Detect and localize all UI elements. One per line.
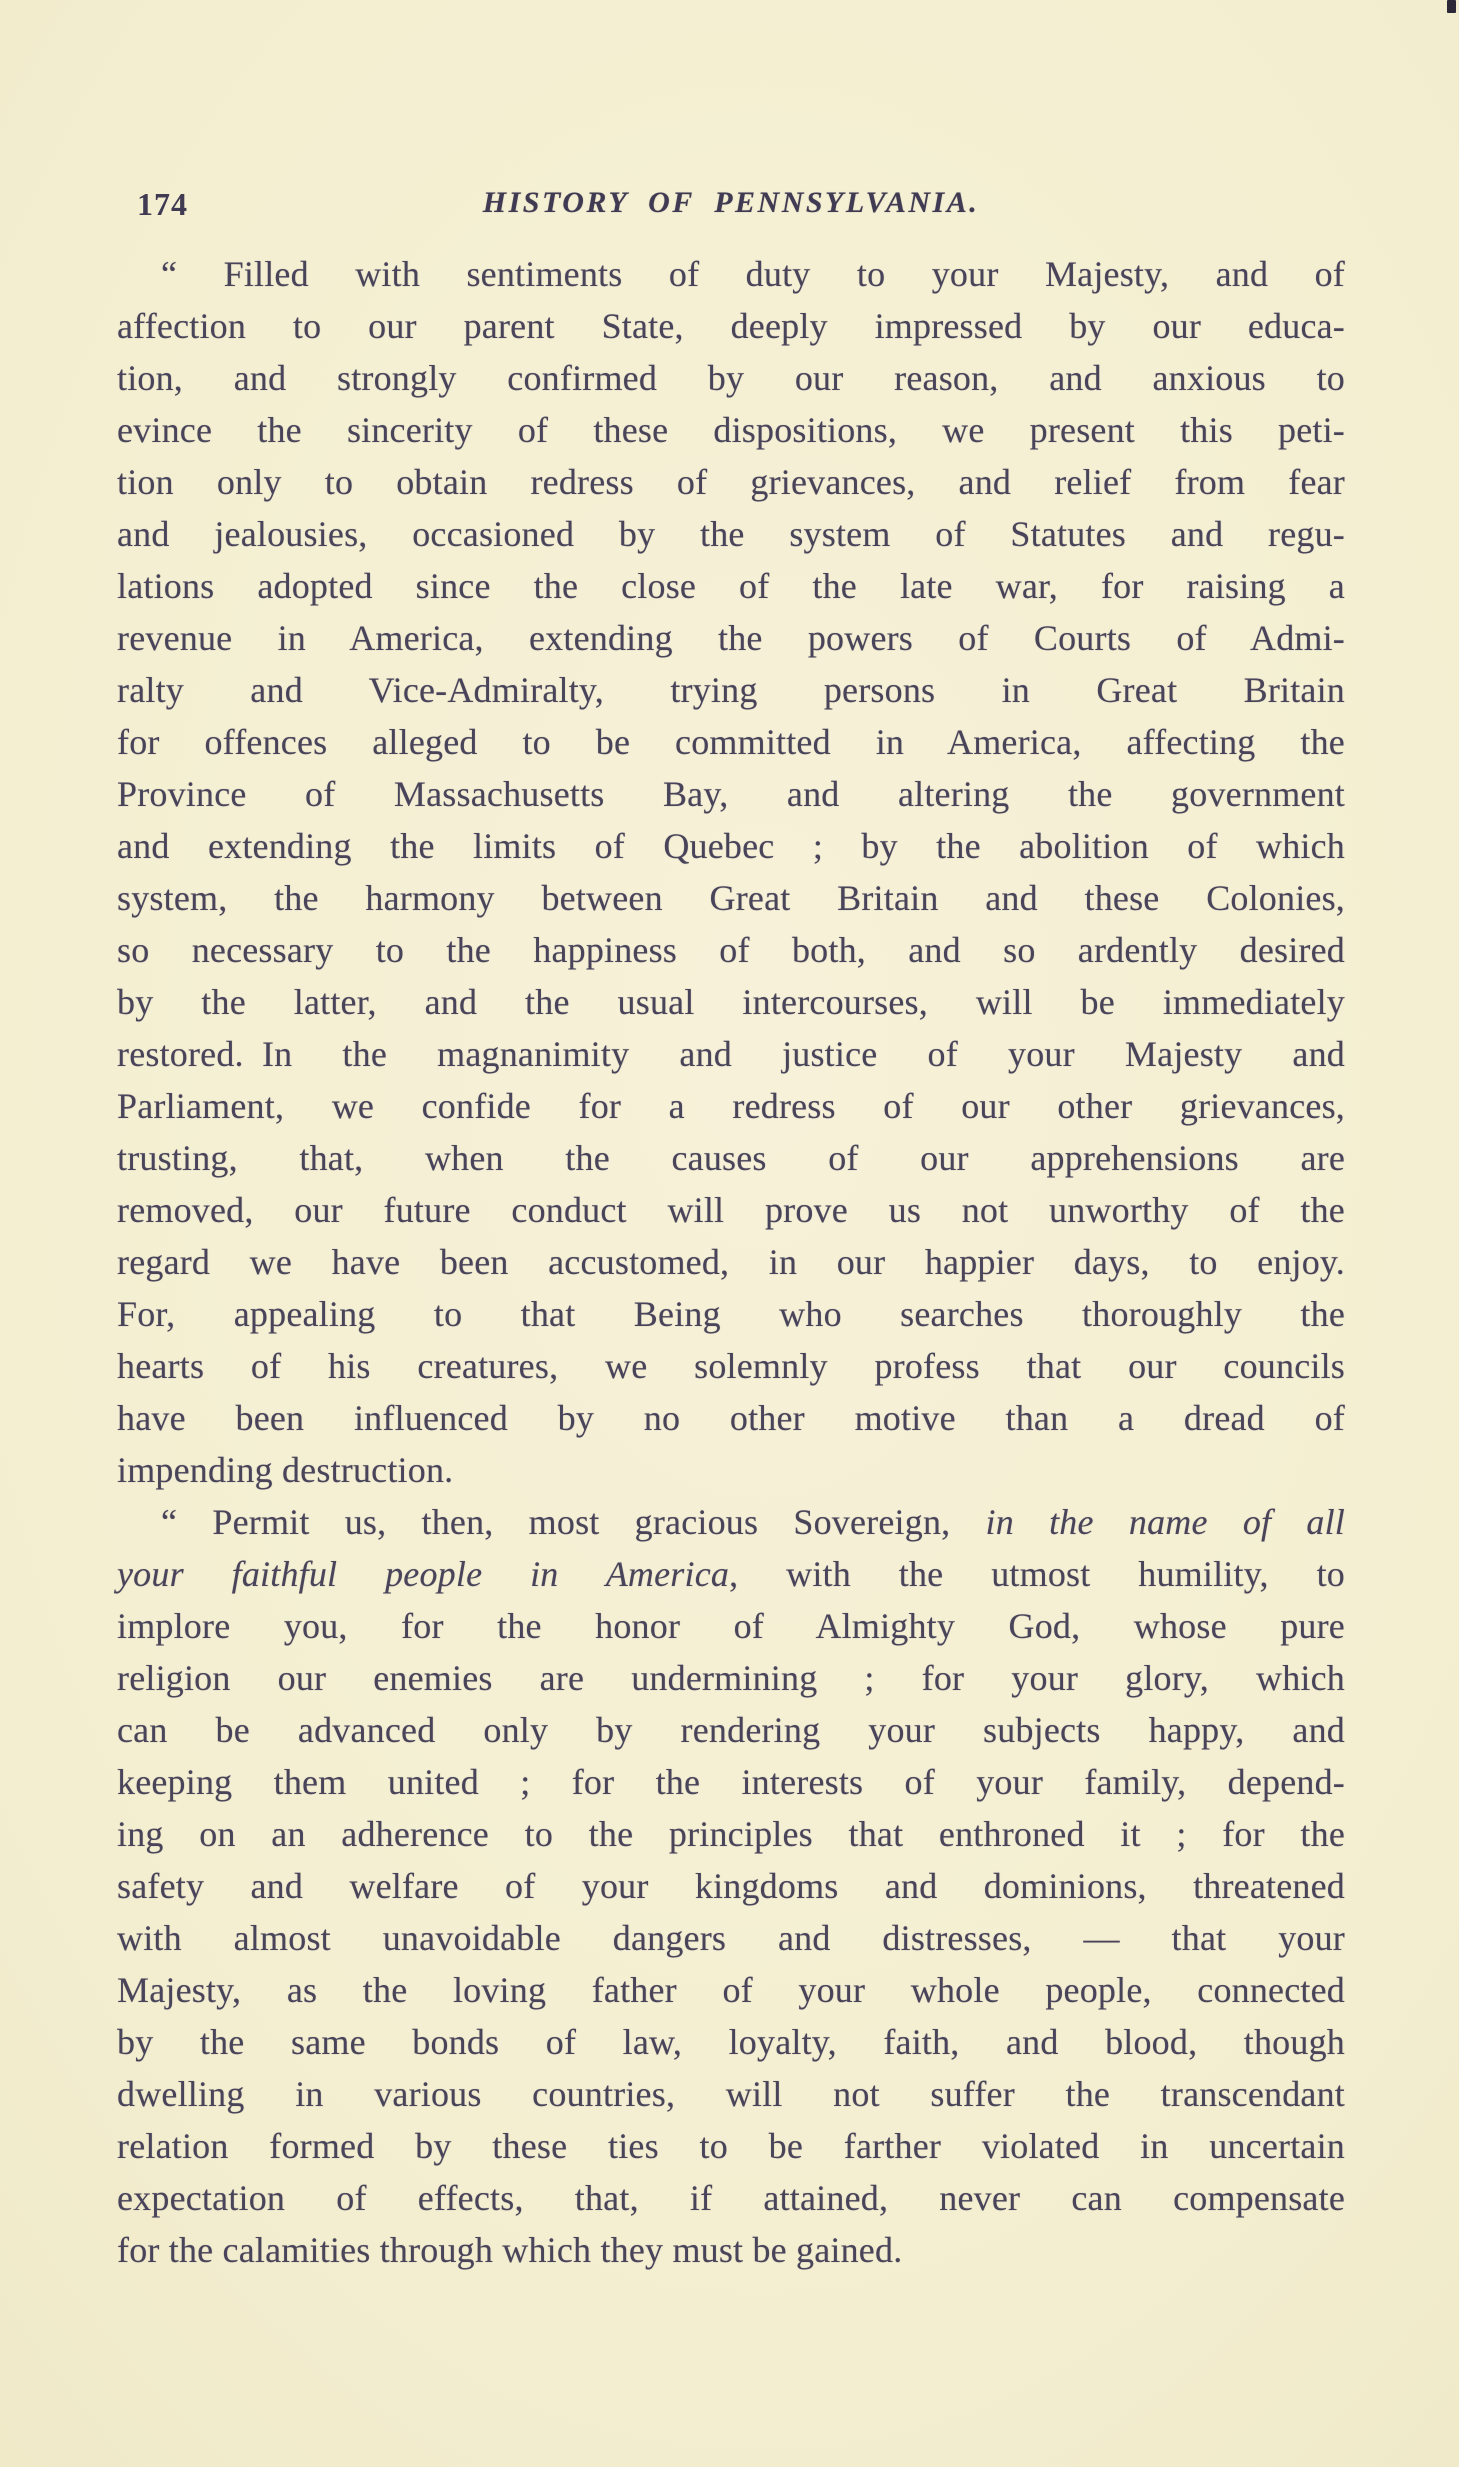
text-line: trusting, that, when the causes of our apprehensions are [117,1138,1345,1178]
text-line: implore you, for the honor of Almighty God, whose pure [117,1606,1345,1646]
text-line [117,1496,1345,1548]
text-line: ing on an adherence to the principles that enthroned it ; for the [117,1814,1345,1854]
page-number: 174 [137,186,188,222]
text-line: affection to our parent State, deeply impressed by our educa- [117,306,1345,346]
text-line: and extending the limits of Quebec ; by the abolition of which [117,826,1345,866]
text-line: have been influenced by no other motive than a dread of [117,1398,1345,1438]
text-line: “ Filled with sentiments of duty to your Majesty, and of [161,254,1345,294]
italic-phrase: in the name of all [985,1502,1345,1542]
italic-phrase: your faithful people in America [117,1554,730,1594]
text-line: for the calamities through which they must be gained. [117,2230,903,2270]
text-line: regard we have been accustomed, in our happier days, to enjoy. [117,1242,1345,1282]
text-segment: “ Permit us, then, most gracious Sovereign, [161,1502,986,1542]
text-line: can be advanced only by rendering your subjects happy, and [117,1710,1345,1750]
text-line: keeping them united ; for the interests of your family, depend- [117,1762,1345,1802]
text-line: evince the sincerity of these dispositions, we present this peti- [117,410,1345,450]
text-line: religion our enemies are undermining ; for your glory, which [117,1658,1345,1698]
text-segment: , with the utmost humility, to [729,1554,1346,1594]
text-line: by the same bonds of law, loyalty, faith, and blood, though [117,2022,1345,2062]
text-line: impending destruction. [117,1450,454,1490]
text-line: for offences alleged to be committed in America, affecting the [117,722,1345,762]
text-line: by the latter, and the usual intercourses, will be immediately [117,982,1345,1022]
text-line: For, appealing to that Being who searches thoroughly the [117,1294,1345,1334]
petition-text [117,248,1345,2276]
text-line: with almost unavoidable dangers and distresses, — that your [117,1918,1345,1958]
paper-speck [1447,0,1456,13]
text-line: tion only to obtain redress of grievances, and relief from fear [117,462,1345,502]
text-line: and jealousies, occasioned by the system of Statutes and regu- [117,514,1345,554]
text-line [117,1548,1345,1600]
text-line: ralty and Vice-Admiralty, trying persons in Great Britain [117,670,1345,710]
text-line: lations adopted since the close of the late war, for raising a [117,566,1345,606]
text-line: relation formed by these ties to be farther violated in uncertain [117,2126,1345,2166]
text-line: revenue in America, extending the powers of Courts of Admi- [117,618,1345,658]
text-line: safety and welfare of your kingdoms and dominions, threatened [117,1866,1345,1906]
text-line: Majesty, as the loving father of your whole people, connected [117,1970,1345,2010]
text-line: removed, our future conduct will prove us not unworthy of the [117,1190,1345,1230]
text-line: system, the harmony between Great Britain and these Colonies, [117,878,1345,918]
text-line: Province of Massachusetts Bay, and altering the government [117,774,1345,814]
text-line: dwelling in various countries, will not suffer the transcendant [117,2074,1345,2114]
running-head: HISTORY OF PENNSYLVANIA. [482,186,980,219]
text-line: tion, and strongly confirmed by our reason, and anxious to [117,358,1345,398]
text-line: restored. In the magnanimity and justice of your Majesty and [117,1034,1345,1074]
text-line: Parliament, we confide for a redress of our other grievances, [117,1086,1345,1126]
page-header [117,186,1345,228]
text-line: expectation of effects, that, if attained, never can compensate [117,2178,1345,2218]
text-line: hearts of his creatures, we solemnly profess that our councils [117,1346,1345,1386]
text-line: so necessary to the happiness of both, and so ardently desired [117,930,1345,970]
